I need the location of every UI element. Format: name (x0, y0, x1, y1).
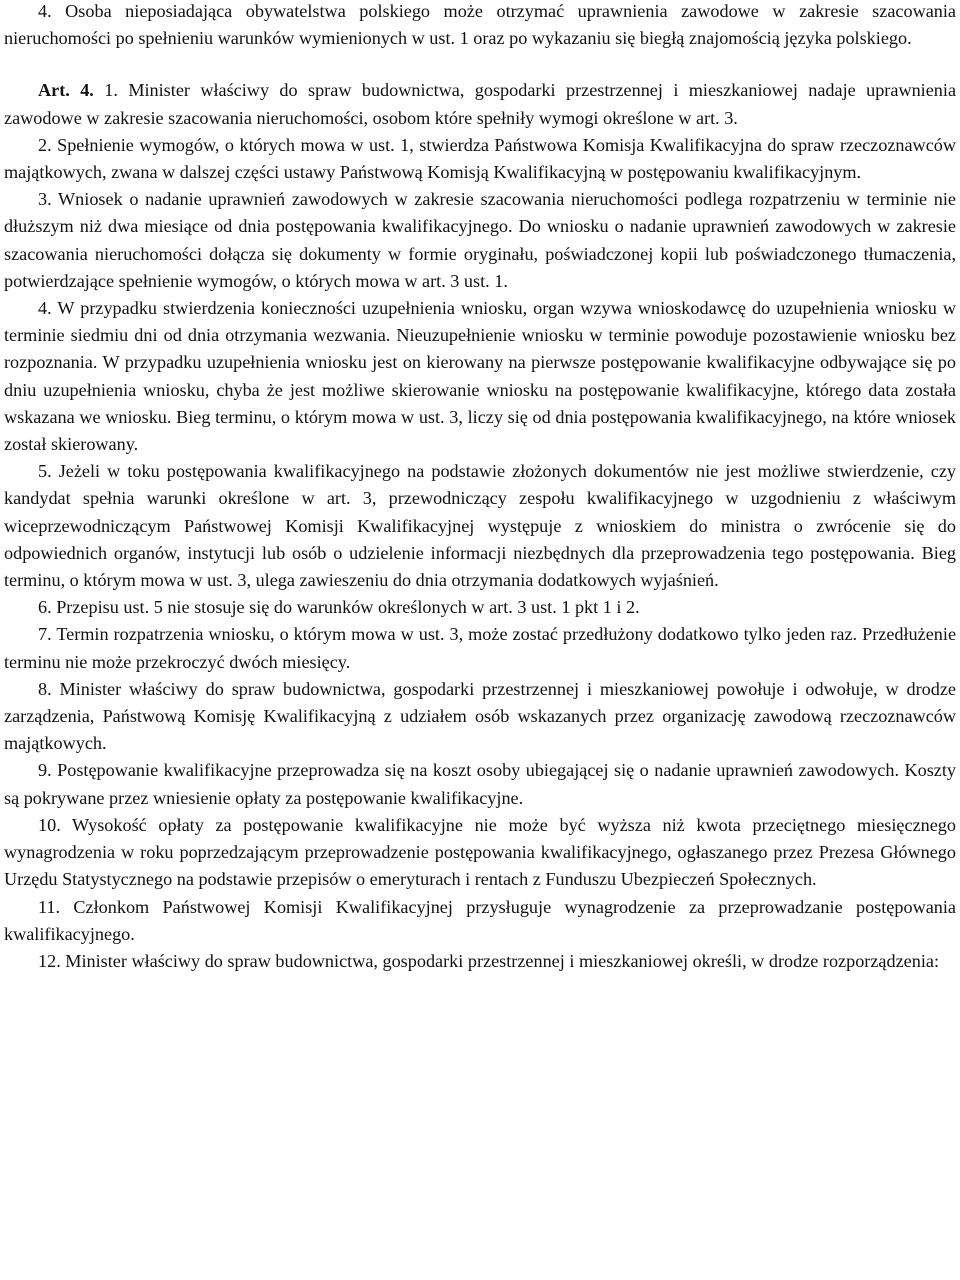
article-4 (4, 77, 956, 975)
paragraph-number: 9. (38, 760, 52, 781)
paragraph-number: 4. (38, 298, 52, 319)
paragraph-number: 6. (38, 597, 52, 618)
paragraph-number: 1. (104, 80, 118, 101)
paragraph-number: 7. (38, 624, 52, 645)
paragraph-text: Przepisu ust. 5 nie stosuje się do warunków określonych w art. 3 ust. 1 pkt 1 i 2. (56, 597, 640, 618)
paragraph-number: 8. (38, 678, 52, 699)
paragraph-text: Jeżeli w toku postępowania kwalifikacyjnego na podstawie złożonych dokumentów nie jest możliwe stwierdzenie, czy kandydat spełnia warunki określone w art. 3, przewodniczący zespołu kwalifikacyjnego w uzgodnieniu z właściwym wiceprzewodniczącym Państwowej Komisji Kwalifikacyjnej występuje z wnioskiem do ministra o zwrócenie się do odpowiednich organów, instytucji lub osób o udzielenie informacji niezbędnych dla przeprowadzenia tego postępowania. Bieg terminu, o którym mowa w ust. 3, ulega zawieszeniu do dnia otrzymania dodatkowych wyjaśnień. (4, 461, 957, 591)
paragraph-text: Wysokość opłaty za postępowanie kwalifikacyjne nie może być wyższa niż kwota przeciętnego miesięcznego wynagrodzenia w roku poprzedzającym przeprowadzenie postępowania kwalifikacyjnego, ogłaszanego przez Prezesa Głównego Urzędu Statystycznego na podstawie przepisów o emeryturach i rentach z Funduszu Ubezpieczeń Społecznych. (4, 814, 956, 890)
article-4-paragraph-11 (4, 894, 956, 948)
paragraph-text: Spełnienie wymogów, o których mowa w ust. 1, stwierdza Państwowa Komisja Kwalifikacyjna do spraw rzeczoznawców majątkowych, zwana w dalszej części ustawy Państwową Komisją Kwalifikacyjną w postępowaniu kwalifikacyjnym. (4, 134, 956, 183)
article-4-paragraph-4 (4, 295, 956, 458)
paragraph-number: 3. (38, 189, 52, 210)
paragraph-text: Postępowanie kwalifikacyjne przeprowadza się na koszt osoby ubiegającej się o nadanie uprawnień zawodowych. Koszty są pokrywane przez wniesienie opłaty za postępowanie kwalifikacyjne. (4, 760, 956, 808)
paragraph-number: 11. (38, 896, 61, 917)
paragraph-text: Członkom Państwowej Komisji Kwalifikacyjnej przysługuje wynagrodzenie za przeprowadzanie postępowania kwalifikacyjnego. (4, 896, 956, 944)
article-4-paragraph-2 (4, 132, 956, 186)
paragraph-number: 2. (38, 134, 52, 155)
paragraph-number: 10. (38, 814, 61, 835)
paragraph-text: W przypadku stwierdzenia konieczności uzupełnienia wniosku, organ wzywa wnioskodawcę do uzupełnienia wniosku w terminie siedmiu dni od dnia otrzymania wezwania. Nieuzupełnienie wniosku w terminie powoduje pozostawienie wniosku bez rozpoznania. W przypadku uzupełnienia wniosku jest on kierowany na pierwsze postępowanie kwalifikacyjne odbywające się po dniu uzupełnienia wniosku, chyba że jest możliwe skierowanie wniosku na postępowanie kwalifikacyjne, którego data została wskazana we wniosku. Bieg terminu, o którym mowa w ust. 3, liczy się od dnia postępowania kwalifikacyjnego, na które wniosek został skierowany. (4, 298, 956, 455)
paragraph-text: Minister właściwy do spraw budownictwa, gospodarki przestrzennej i mieszkaniowej określi, w drodze rozporządzenia: (65, 950, 940, 971)
article-4-paragraph-12 (4, 948, 956, 975)
paragraph-text: Wniosek o nadanie uprawnień zawodowych w zakresie szacowania nieruchomości podlega rozpatrzeniu w terminie nie dłuższym niż dwa miesiące od dnia postępowania kwalifikacyjnego. Do wniosku o nadanie uprawnień zawodowych w zakresie szacowania nieruchomości dołącza się dokumenty w formie oryginału, poświadczonej kopii lub poświadczonego tłumaczenia, potwierdzające spełnienie wymogów, o których mowa w art. 3 ust. 1. (4, 189, 957, 291)
paragraph-text: 4. Osoba nieposiadająca obywatelstwa polskiego może otrzymać uprawnienia zawodowe w zakresie szacowania nieruchomości po spełnieniu warunków wymienionych w ust. 1 oraz po wykazaniu się biegłą znajomością języka polskiego. (4, 1, 956, 49)
article-4-paragraph-5 (4, 458, 956, 594)
article-4-paragraph-10 (4, 812, 956, 894)
article-4-paragraph-9 (4, 757, 956, 811)
article-4-paragraph-8 (4, 676, 956, 758)
paragraph-fragment-prev (4, 0, 956, 52)
article-heading: Art. 4. (38, 80, 94, 101)
article-4-paragraph-3 (4, 186, 956, 295)
paragraph-text: Minister właściwy do spraw budownictwa, gospodarki przestrzennej i mieszkaniowej powołuje i odwołuje, w drodze zarządzenia, Państwową Komisję Kwalifikacyjną z udziałem osób wskazanych przez organizację zawodową rzeczoznawców majątkowych. (4, 678, 957, 754)
paragraph-number: 12. (38, 950, 61, 971)
paragraph-text: Minister właściwy do spraw budownictwa, gospodarki przestrzennej i mieszkaniowej nadaje uprawnienia zawodowe w zakresie szacowania nieruchomości, osobom które spełniły wymogi określone w art. 3. (4, 80, 957, 128)
article-4-paragraph-6 (4, 594, 956, 621)
article-4-paragraph-7 (4, 621, 956, 675)
paragraph-number: 5. (38, 461, 52, 482)
article-4-paragraph-1 (4, 77, 956, 131)
paragraph-text: Termin rozpatrzenia wniosku, o którym mowa w ust. 3, może zostać przedłużony dodatkowo tylko jeden raz. Przedłużenie terminu nie może przekroczyć dwóch miesięcy. (4, 624, 957, 672)
